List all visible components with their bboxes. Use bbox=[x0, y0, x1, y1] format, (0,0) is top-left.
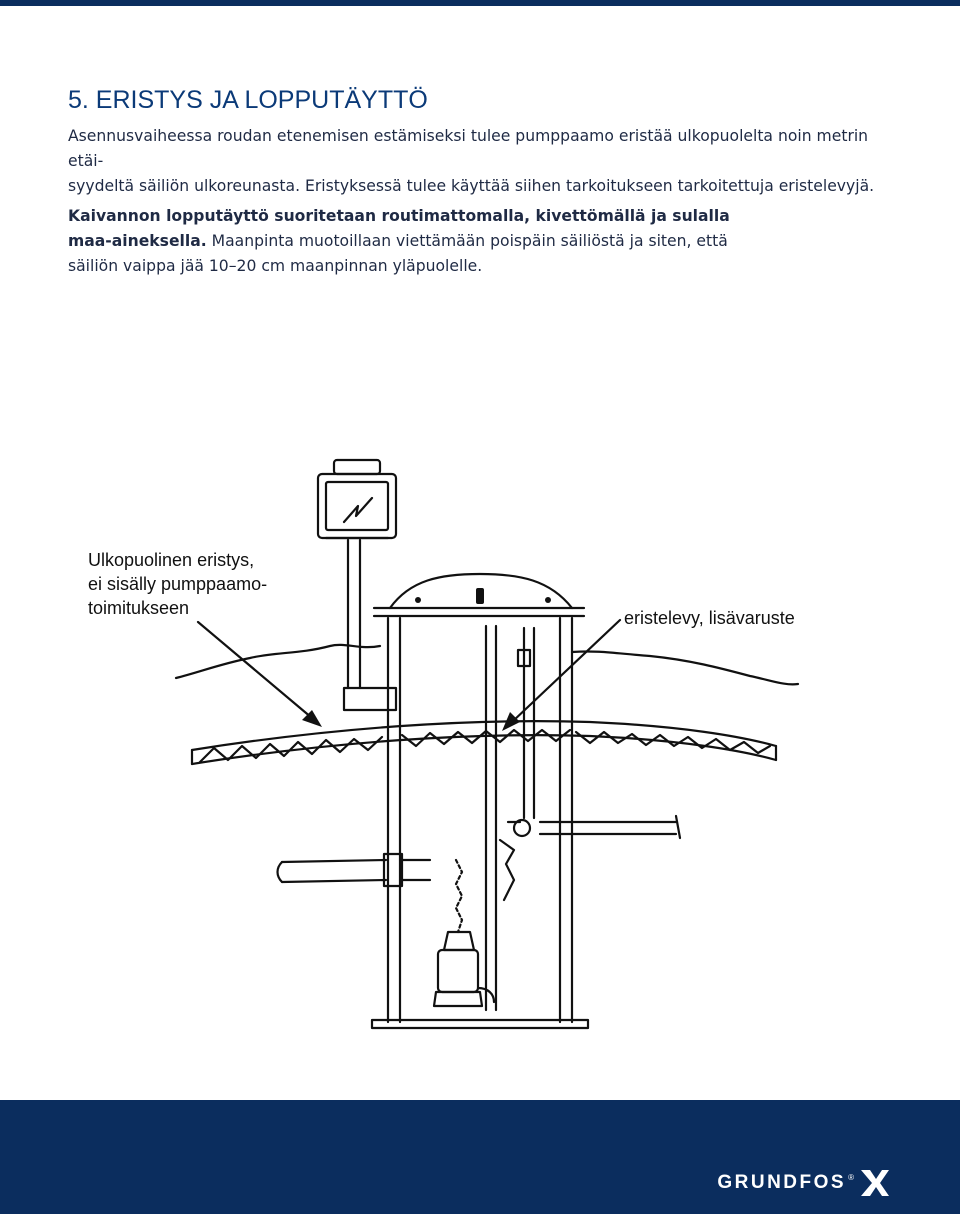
lift-chain bbox=[456, 860, 462, 932]
label-external-insulation bbox=[88, 548, 298, 620]
alarm-unit bbox=[318, 460, 396, 710]
paragraph-insulation bbox=[68, 124, 898, 199]
paragraph-backfill bbox=[68, 204, 898, 279]
pointer-left bbox=[198, 622, 312, 718]
paragraph-backfill-bold-line-2: maa-aineksella. bbox=[68, 232, 207, 250]
paragraph-backfill-line-3: säiliön vaippa jää 10–20 cm maanpinnan yläpuolelle. bbox=[68, 257, 483, 275]
pointer-right bbox=[512, 620, 620, 722]
registered-mark: ® bbox=[848, 1172, 854, 1182]
grundfos-x-icon bbox=[858, 1166, 892, 1200]
section-heading: 5. ERISTYS JA LOPPUTÄYTTÖ bbox=[68, 86, 428, 114]
top-rule bbox=[0, 0, 960, 6]
paragraph-backfill-rest-line-2: Maanpinta muotoillaan viettämään poispäin säiliöstä ja siten, että bbox=[206, 232, 728, 250]
cover-bolt bbox=[545, 597, 551, 603]
grundfos-logo bbox=[717, 1166, 892, 1200]
insulation-board bbox=[192, 721, 776, 764]
footer-band bbox=[0, 1100, 960, 1214]
paragraph-insulation-line-2: syydeltä säiliön ulkoreunasta. Eristyksessä tulee käyttää siihen tarkoitukseen tarkoitettuja eristelevyjä. bbox=[68, 177, 875, 195]
tank-bottom bbox=[372, 1020, 588, 1028]
paragraph-backfill-bold-line-1: Kaivannon lopputäyttö suoritetaan routimattomalla, kivettömällä ja sulalla bbox=[68, 207, 730, 225]
inlet-pipe bbox=[278, 854, 431, 886]
cover-bolt bbox=[415, 597, 421, 603]
discharge-pipe bbox=[486, 626, 680, 1010]
pumping-station-diagram bbox=[0, 440, 960, 1060]
label-external-insulation-line-2: ei sisälly pumppaamo- bbox=[88, 574, 268, 594]
label-external-insulation-line-1: Ulkopuolinen eristys, bbox=[88, 550, 255, 570]
paragraph-insulation-line-1: Asennusvaiheessa roudan etenemisen estämiseksi tulee pumppaamo eristää ulkopuolelta noin metrin etäi- bbox=[68, 127, 869, 170]
logo-wordmark: GRUNDFOS bbox=[717, 1172, 847, 1193]
ground-surface-left bbox=[176, 645, 380, 678]
label-insulation-board: eristelevy, lisävaruste bbox=[624, 608, 795, 628]
label-external-insulation-line-3: toimitukseen bbox=[88, 598, 190, 618]
cover-vent bbox=[476, 588, 484, 604]
ground-surface-right bbox=[572, 651, 798, 684]
